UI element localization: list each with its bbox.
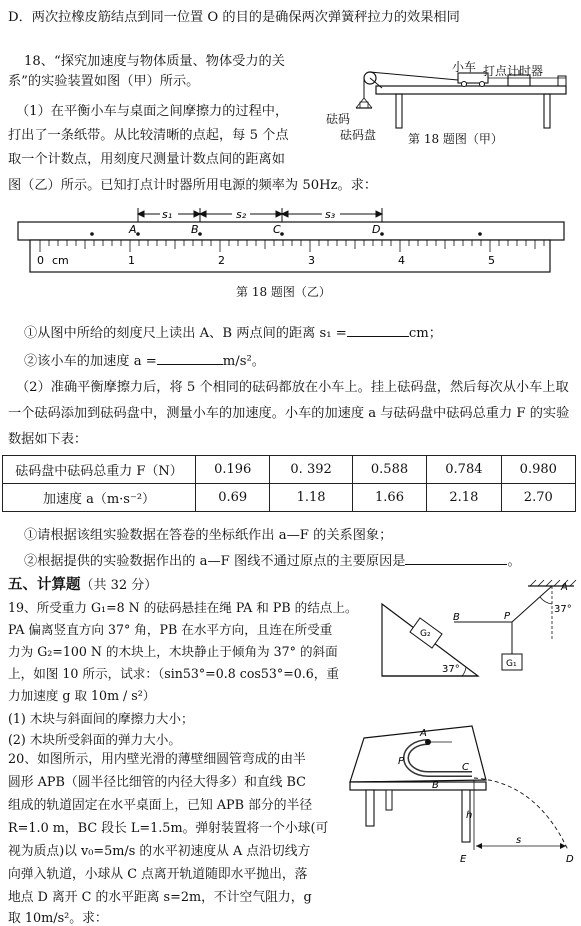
q18-sub4 xyxy=(24,550,521,569)
q18-part1-line4: 图（乙）所示。已知打点计时器所用电源的频率为 50Hz。求： xyxy=(8,178,378,193)
q18-part1-line2: 打出了一条纸带。从比较清晰的点起，每 5 个点 xyxy=(8,128,289,143)
answer-blank-a[interactable] xyxy=(157,352,223,365)
q18-intro-line1: 18、“探究加速度与物体质量、物体受力的关 xyxy=(24,54,285,69)
answer-blank-reason[interactable] xyxy=(405,552,507,565)
label-b: B xyxy=(453,612,460,623)
table-header-accel: 加速度 a（m·s⁻²） xyxy=(3,484,196,512)
figure-20 xyxy=(336,722,578,872)
segment-s2: s₂ xyxy=(236,208,247,221)
table-header-force: 砝码盘中砝码总重力 F（N） xyxy=(3,456,196,484)
ruler-label-unit: cm xyxy=(52,254,69,267)
answer-blank-s1[interactable] xyxy=(347,324,409,337)
label-cart: 小车 xyxy=(452,60,477,74)
table-cell: 2.18 xyxy=(427,484,501,512)
tape-dot-b xyxy=(198,232,202,236)
q18-part2-line2: 一个砝码添加到砝码盘中，测量小车的加速度。小车的加速度 a 与砝码盘中砝码总重力 F 的实验 xyxy=(8,406,570,421)
tape-dot xyxy=(478,232,482,236)
table-cell: 0.980 xyxy=(501,456,575,484)
label-timer: 打点计时器 xyxy=(483,64,544,78)
segment-s1: s₁ xyxy=(162,208,173,221)
point-a: A xyxy=(129,223,137,236)
tape-dot-a xyxy=(136,232,140,236)
table-cell: 1.18 xyxy=(270,484,352,512)
q20-line2: 圆形 APB（圆半径比细管的内径大得多）和直线 BC xyxy=(8,775,306,790)
segment-s3: s₃ xyxy=(325,208,336,221)
point-b: B xyxy=(191,223,199,236)
label-e: E xyxy=(460,854,467,865)
figure-19 xyxy=(378,578,578,690)
label-p: P xyxy=(398,756,405,767)
q18-part2-line3: 数据如下表： xyxy=(8,432,88,447)
q19-line3: 力为 G₂=100 N 的木块上，木块静止于倾角为 37° 的斜面 xyxy=(8,644,338,659)
label-weight: 砝码 xyxy=(326,112,351,126)
ruler-label-1: 1 xyxy=(128,254,135,267)
q18-part1-line1: （1）在平衡小车与桌面之间摩擦力的过程中， xyxy=(16,104,289,119)
tape-dot-c xyxy=(280,232,284,236)
table-cell: 0.588 xyxy=(352,456,426,484)
q18-data-table xyxy=(2,455,576,512)
table-cell: 1.66 xyxy=(352,484,426,512)
ruler-label-4: 4 xyxy=(398,254,405,267)
label-s: s xyxy=(516,835,522,846)
figure-18-yi-caption: 第 18 题图（乙） xyxy=(236,285,331,299)
label-b: B xyxy=(432,780,439,791)
q18-sub4-text: ②根据提供的实验数据作出的 a—F 图线不通过原点的主要原因是 xyxy=(24,554,406,569)
q20-line4: R=1.0 m，BC 段长 L=1.5m。弹射装置将一个小球(可 xyxy=(8,821,329,836)
label-d: D xyxy=(566,854,574,865)
tape-dot xyxy=(90,232,94,236)
figure-18-jia-caption: 第 18 题图（甲） xyxy=(408,132,503,146)
q20-line6: 向弹入轨道，小球从 C 点离开轨道随即水平抛出，落 xyxy=(8,867,308,882)
table-cell: 0. 392 xyxy=(270,456,352,484)
section5-score: （共 32 分） xyxy=(80,578,158,593)
label-a: A xyxy=(420,728,427,739)
q20-line3: 组成的轨道固定在水平桌面上，已知 APB 部分的半径 xyxy=(8,798,313,813)
q18-sub2-unit: m/s²。 xyxy=(222,354,265,369)
label-g2: G₂ xyxy=(420,629,431,639)
table-cell: 0.784 xyxy=(427,456,501,484)
ruler-label-0: 0 xyxy=(37,254,44,267)
point-c: C xyxy=(273,223,281,236)
q20-line8: 取 10m/s²。求： xyxy=(8,911,108,926)
label-pan: 砝码盘 xyxy=(340,128,377,142)
tape-dot-d xyxy=(380,232,384,236)
label-g1: G₁ xyxy=(506,659,517,669)
section5-title: 五、计算题 xyxy=(8,577,81,593)
label-c: C xyxy=(462,762,469,773)
table-row xyxy=(3,456,576,484)
table-row xyxy=(3,484,576,512)
q18-sub2-text: ②该小车的加速度 a = xyxy=(24,354,157,369)
figure-18-yi xyxy=(10,200,575,280)
q18-sub1-unit: cm； xyxy=(408,326,442,341)
ruler-label-3: 3 xyxy=(308,254,315,267)
q20-line7: 地点 D 离开 C 的水平距离 s=2m，不计空气阻力，g xyxy=(8,890,312,905)
table-cell: 0.196 xyxy=(196,456,270,484)
ruler-label-2: 2 xyxy=(218,254,225,267)
q18-sub1 xyxy=(24,322,442,341)
label-p: P xyxy=(504,611,511,622)
q18-sub2 xyxy=(24,350,265,369)
q18-sub4-end: 。 xyxy=(507,554,521,569)
q18-part2-line1: （2）准确平衡摩擦力后，将 5 个相同的砝码都放在小车上。挂上砝码盘，然后每次从小车上取 xyxy=(16,380,569,395)
point-d: D xyxy=(372,223,381,236)
q18-intro-line2: 系”的实验装置如图（甲）所示。 xyxy=(8,74,200,89)
ruler-label-5: 5 xyxy=(488,254,495,267)
table-cell: 0.69 xyxy=(196,484,270,512)
section5-heading xyxy=(8,573,157,594)
q18-sub3: ①请根据该组实验数据在答卷的坐标纸作出 a—F 的关系图象； xyxy=(24,528,393,543)
q19-line7: (2) 木块所受斜面的弹力大小。 xyxy=(8,732,181,747)
q19-line1: 19、所受重力 G₁=8 N 的砝码悬挂在绳 PA 和 PB 的结点上。 xyxy=(8,600,358,615)
q20-line5: 视为质点)以 v₀=5m/s 的水平初速度从 A 点沿切线方 xyxy=(8,844,311,859)
option-d: D．两次拉橡皮筋结点到同一位置 O 的目的是确保两次弹簧秤拉力的效果相同 xyxy=(8,10,460,25)
label-angle-bottom: 37° xyxy=(442,664,460,675)
q18-part1-line3: 取一个计数点，用刻度尺测量计数点间的距离如 xyxy=(8,152,285,167)
q19-line2: PA 偏离竖直方向 37° 角，PB 在水平方向，且连在所受重 xyxy=(8,622,333,637)
q18-sub1-text: ①从图中所给的刻度尺上读出 A、B 两点间的距离 s₁ = xyxy=(24,326,347,341)
q19-line5: 力加速度 g 取 10m / s²） xyxy=(8,688,156,703)
label-angle-top: 37° xyxy=(554,604,572,615)
q20-line1: 20、如图所示，用内壁光滑的薄壁细圆管弯成的由半 xyxy=(8,752,306,767)
table-cell: 2.70 xyxy=(501,484,575,512)
q19-line4: 上，如图 10 所示，试求：（sin53°=0.8 cos53°=0.6，重 xyxy=(8,666,339,681)
label-h: h xyxy=(466,810,473,821)
label-a: A xyxy=(561,582,568,593)
q19-line6: (1) 木块与斜面间的摩擦力大小； xyxy=(8,711,194,726)
